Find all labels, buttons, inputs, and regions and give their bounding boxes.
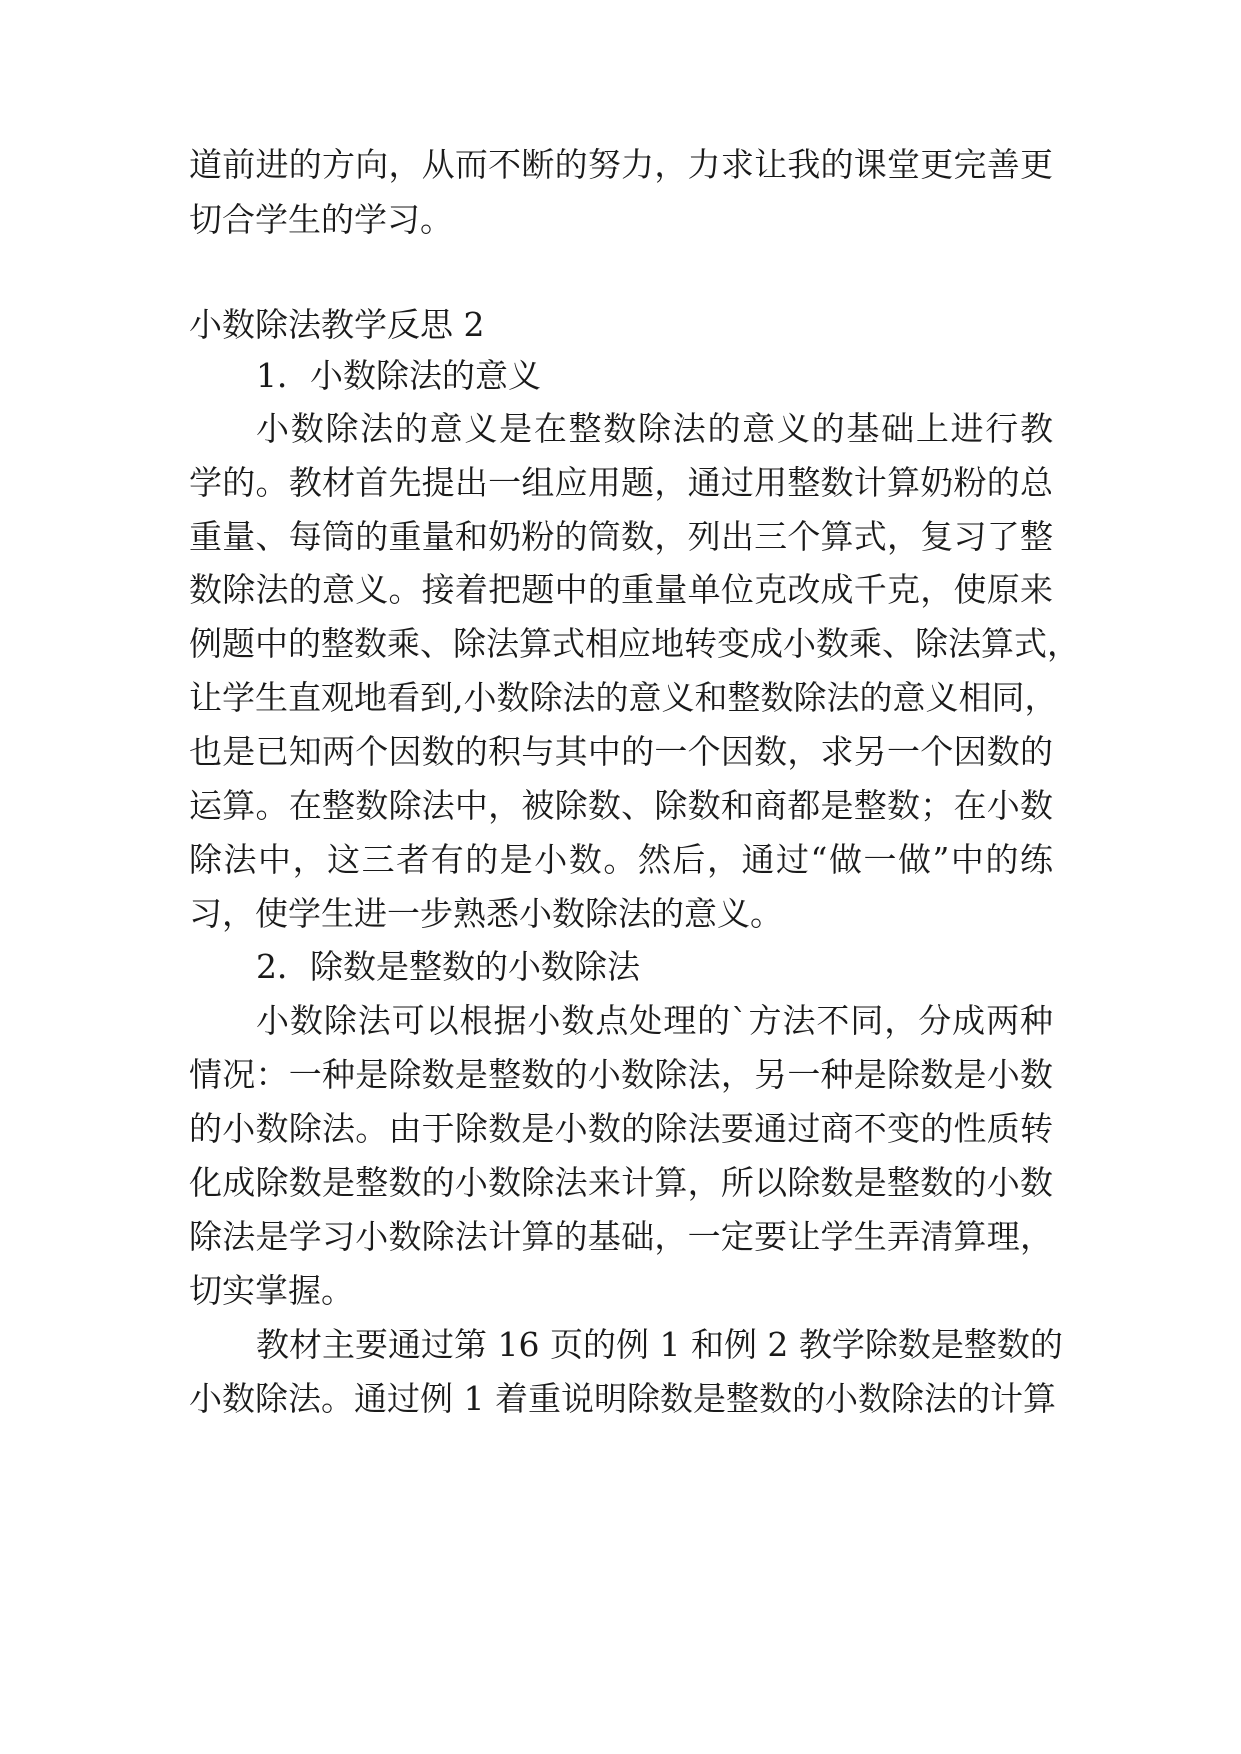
section2-p2-line-2: 小数除法。通过例 1 着重说明除数是整数的小数除法的计算: [189, 1379, 1056, 1418]
section1-heading: 1．小数除法的意义: [256, 356, 541, 395]
section2-p1-line-2: 情况：一种是除数是整数的小数除法，另一种是除数是小数: [189, 1055, 1053, 1094]
intro-line-2: 切合学生的学习。: [189, 200, 453, 239]
section1-line-7: 也是已知两个因数的积与其中的一个因数，求另一个因数的: [189, 732, 1053, 771]
section2-p1-line-3: 的小数除法。由于除数是小数的除法要通过商不变的性质转: [189, 1109, 1053, 1148]
section2-p1-line-1: 小数除法可以根据小数点处理的`方法不同，分成两种: [256, 1001, 1053, 1040]
section1-line-10: 习，使学生进一步熟悉小数除法的意义。: [189, 894, 783, 933]
section1-line-6: 让学生直观地看到,小数除法的意义和整数除法的意义相同，: [189, 678, 1058, 717]
section1-line-4: 数除法的意义。接着把题中的重量单位克改成千克，使原来: [189, 570, 1053, 609]
section2-p1-line-4: 化成除数是整数的小数除法来计算，所以除数是整数的小数: [189, 1163, 1053, 1202]
section1-line-5: 例题中的整数乘、除法算式相应地转变成小数乘、除法算式，: [189, 624, 1080, 663]
section1-line-3: 重量、每筒的重量和奶粉的筒数，列出三个算式，复习了整: [189, 517, 1053, 556]
document-title: 小数除法教学反思 2: [189, 305, 485, 344]
section2-heading: 2．除数是整数的小数除法: [256, 947, 640, 986]
section1-line-8: 运算。在整数除法中，被除数、除数和商都是整数；在小数: [189, 786, 1053, 825]
section2-p1-line-6: 切实掌握。: [189, 1271, 354, 1310]
section2-p2-line-1: 教材主要通过第 16 页的例 1 和例 2 教学除数是整数的: [256, 1325, 1063, 1364]
section1-line-9: 除法中，这三者有的是小数。然后，通过“做一做”中的练: [189, 840, 1053, 879]
section1-line-2: 学的。教材首先提出一组应用题，通过用整数计算奶粉的总: [189, 463, 1053, 502]
intro-line-1: 道前进的方向，从而不断的努力，力求让我的课堂更完善更: [189, 145, 1053, 184]
section2-p1-line-5: 除法是学习小数除法计算的基础，一定要让学生弄清算理，: [189, 1217, 1053, 1256]
section1-line-1: 小数除法的意义是在整数除法的意义的基础上进行教: [256, 409, 1053, 448]
